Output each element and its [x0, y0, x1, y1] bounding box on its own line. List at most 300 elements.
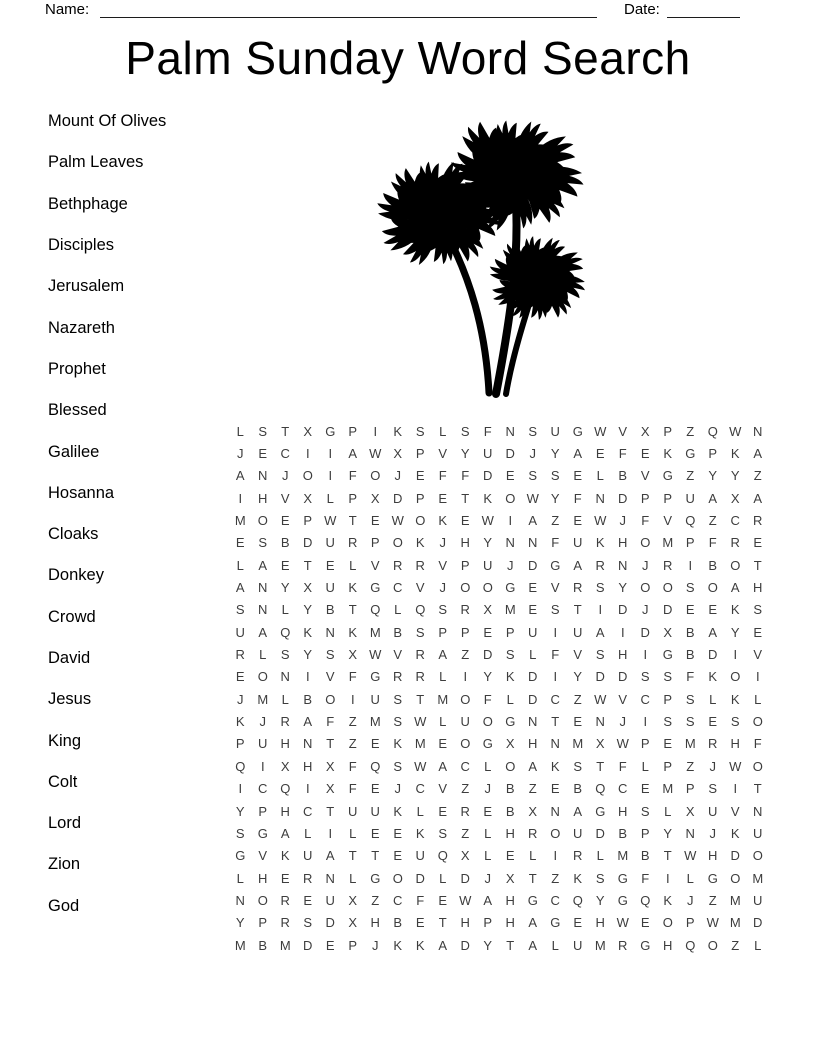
grid-cell[interactable]: D — [595, 669, 605, 685]
grid-cell[interactable]: L — [349, 557, 357, 573]
grid-cell[interactable]: Q — [370, 758, 381, 774]
grid-cell[interactable]: T — [348, 602, 357, 618]
grid-cell[interactable]: Z — [708, 892, 717, 908]
grid-cell[interactable]: B — [505, 803, 515, 819]
grid-cell[interactable]: P — [663, 758, 673, 774]
grid-cell[interactable]: S — [595, 647, 605, 663]
grid-cell[interactable]: O — [730, 870, 741, 886]
grid-cell[interactable]: Y — [663, 825, 673, 841]
grid-cell[interactable]: U — [573, 825, 583, 841]
grid-cell[interactable]: I — [643, 714, 648, 730]
grid-cell[interactable]: Z — [551, 513, 560, 529]
grid-cell[interactable]: W — [459, 892, 472, 908]
grid-cell[interactable]: Y — [573, 669, 583, 685]
grid-cell[interactable]: B — [573, 781, 583, 797]
grid-cell[interactable]: E — [505, 848, 515, 864]
grid-cell[interactable]: Z — [461, 825, 470, 841]
grid-cell[interactable]: S — [708, 781, 718, 797]
grid-cell[interactable]: B — [393, 624, 403, 640]
grid-cell[interactable]: O — [730, 669, 741, 685]
grid-cell[interactable]: A — [708, 490, 718, 506]
grid-cell[interactable]: O — [257, 892, 268, 908]
grid-cell[interactable]: F — [708, 535, 717, 551]
grid-cell[interactable]: K — [730, 825, 740, 841]
grid-cell[interactable]: P — [258, 915, 268, 931]
grid-cell[interactable]: E — [438, 803, 448, 819]
grid-cell[interactable]: X — [505, 870, 515, 886]
grid-cell[interactable]: L — [326, 490, 334, 506]
grid-cell[interactable]: O — [392, 870, 403, 886]
grid-cell[interactable]: U — [348, 803, 358, 819]
grid-cell[interactable]: S — [258, 535, 268, 551]
grid-cell[interactable]: L — [416, 803, 424, 819]
grid-cell[interactable]: K — [663, 892, 673, 908]
grid-cell[interactable]: Y — [730, 468, 740, 484]
grid-cell[interactable]: E — [280, 513, 290, 529]
grid-cell[interactable]: L — [439, 870, 447, 886]
grid-cell[interactable]: G — [550, 557, 561, 573]
grid-cell[interactable]: R — [753, 513, 763, 529]
grid-cell[interactable]: V — [663, 513, 673, 529]
grid-cell[interactable]: Z — [461, 781, 470, 797]
grid-cell[interactable]: D — [708, 647, 718, 663]
grid-cell[interactable]: J — [439, 580, 446, 596]
grid-cell[interactable]: E — [325, 557, 335, 573]
grid-cell[interactable]: R — [573, 848, 583, 864]
grid-cell[interactable]: Y — [550, 490, 560, 506]
grid-cell[interactable]: S — [415, 624, 425, 640]
grid-cell[interactable]: X — [393, 446, 403, 462]
grid-cell[interactable]: I — [508, 513, 513, 529]
grid-cell[interactable]: B — [618, 468, 628, 484]
grid-cell[interactable]: J — [484, 870, 491, 886]
grid-cell[interactable]: P — [483, 915, 493, 931]
grid-cell[interactable]: B — [640, 848, 650, 864]
grid-cell[interactable]: L — [506, 691, 514, 707]
grid-cell[interactable]: M — [752, 870, 764, 886]
grid-cell[interactable]: D — [393, 490, 403, 506]
grid-cell[interactable]: N — [753, 803, 763, 819]
grid-cell[interactable]: V — [325, 669, 335, 685]
grid-cell[interactable]: H — [258, 870, 268, 886]
grid-cell[interactable]: K — [505, 669, 515, 685]
grid-cell[interactable]: O — [707, 580, 718, 596]
grid-cell[interactable]: S — [438, 602, 448, 618]
grid-cell[interactable]: I — [305, 446, 310, 462]
grid-cell[interactable]: N — [258, 468, 268, 484]
grid-cell[interactable]: S — [415, 423, 425, 439]
grid-cell[interactable]: R — [348, 535, 358, 551]
grid-cell[interactable]: M — [729, 892, 741, 908]
grid-cell[interactable]: E — [685, 602, 695, 618]
grid-cell[interactable]: Z — [371, 892, 380, 908]
grid-cell[interactable]: D — [483, 468, 493, 484]
grid-cell[interactable]: P — [640, 736, 650, 752]
grid-cell[interactable]: T — [438, 915, 447, 931]
grid-cell[interactable]: O — [482, 580, 493, 596]
grid-cell[interactable]: L — [236, 870, 244, 886]
grid-cell[interactable]: A — [348, 446, 358, 462]
grid-cell[interactable]: X — [663, 624, 673, 640]
grid-cell[interactable]: E — [640, 446, 650, 462]
grid-cell[interactable]: O — [662, 915, 673, 931]
grid-cell[interactable]: B — [685, 647, 695, 663]
grid-cell[interactable]: Z — [573, 691, 582, 707]
grid-cell[interactable]: C — [730, 513, 740, 529]
grid-cell[interactable]: S — [325, 647, 335, 663]
grid-cell[interactable]: Y — [708, 468, 718, 484]
grid-cell[interactable]: S — [235, 602, 245, 618]
grid-cell[interactable]: Y — [483, 535, 493, 551]
grid-cell[interactable]: M — [662, 535, 674, 551]
grid-cell[interactable]: W — [594, 423, 607, 439]
grid-cell[interactable]: J — [259, 714, 266, 730]
grid-cell[interactable]: A — [438, 647, 448, 663]
grid-cell[interactable]: Q — [370, 602, 381, 618]
grid-cell[interactable]: S — [753, 602, 763, 618]
grid-cell[interactable]: Q — [280, 781, 291, 797]
grid-cell[interactable]: U — [235, 624, 245, 640]
grid-cell[interactable]: Y — [460, 446, 470, 462]
grid-cell[interactable]: W — [594, 513, 607, 529]
grid-cell[interactable]: A — [303, 714, 313, 730]
grid-cell[interactable]: Z — [753, 468, 762, 484]
grid-cell[interactable]: Z — [708, 513, 717, 529]
grid-cell[interactable]: E — [325, 937, 335, 953]
grid-cell[interactable]: S — [258, 423, 268, 439]
grid-cell[interactable]: S — [280, 647, 290, 663]
grid-cell[interactable]: D — [460, 937, 470, 953]
grid-cell[interactable]: I — [350, 691, 355, 707]
grid-cell[interactable]: H — [505, 915, 515, 931]
grid-cell[interactable]: O — [640, 580, 651, 596]
grid-cell[interactable]: Y — [303, 602, 313, 618]
grid-cell[interactable]: A — [573, 803, 583, 819]
grid-cell[interactable]: H — [460, 915, 470, 931]
grid-cell[interactable]: P — [438, 624, 448, 640]
grid-cell[interactable]: M — [572, 736, 584, 752]
grid-cell[interactable]: W — [324, 513, 337, 529]
grid-cell[interactable]: T — [371, 848, 380, 864]
grid-cell[interactable]: I — [328, 446, 333, 462]
grid-cell[interactable]: A — [235, 580, 245, 596]
grid-cell[interactable]: P — [348, 490, 358, 506]
grid-cell[interactable]: V — [573, 647, 583, 663]
grid-cell[interactable]: H — [370, 915, 380, 931]
grid-cell[interactable]: J — [394, 468, 401, 484]
grid-cell[interactable]: X — [370, 490, 380, 506]
grid-cell[interactable]: J — [642, 557, 649, 573]
grid-cell[interactable]: C — [640, 691, 650, 707]
grid-cell[interactable]: H — [258, 490, 268, 506]
grid-cell[interactable]: V — [730, 803, 740, 819]
grid-cell[interactable]: N — [528, 535, 538, 551]
grid-cell[interactable]: A — [528, 937, 538, 953]
grid-cell[interactable]: I — [463, 669, 468, 685]
grid-cell[interactable]: X — [685, 803, 695, 819]
grid-cell[interactable]: L — [281, 602, 289, 618]
grid-cell[interactable]: E — [280, 870, 290, 886]
grid-cell[interactable]: I — [305, 669, 310, 685]
grid-cell[interactable]: N — [505, 423, 515, 439]
grid-cell[interactable]: B — [325, 602, 335, 618]
grid-cell[interactable]: R — [415, 557, 425, 573]
grid-cell[interactable]: S — [663, 714, 673, 730]
grid-cell[interactable]: O — [302, 468, 313, 484]
grid-cell[interactable]: M — [662, 781, 674, 797]
grid-cell[interactable]: E — [640, 915, 650, 931]
grid-cell[interactable]: U — [573, 937, 583, 953]
grid-cell[interactable]: L — [394, 602, 402, 618]
grid-cell[interactable]: G — [707, 870, 718, 886]
grid-cell[interactable]: D — [528, 691, 538, 707]
grid-cell[interactable]: L — [349, 825, 357, 841]
grid-cell[interactable]: R — [528, 825, 538, 841]
grid-cell[interactable]: P — [663, 490, 673, 506]
grid-cell[interactable]: S — [573, 758, 583, 774]
grid-cell[interactable]: J — [619, 714, 626, 730]
grid-cell[interactable]: O — [752, 758, 763, 774]
grid-cell[interactable]: S — [235, 825, 245, 841]
grid-cell[interactable]: R — [595, 557, 605, 573]
grid-cell[interactable]: O — [415, 513, 426, 529]
grid-cell[interactable]: R — [393, 557, 403, 573]
grid-cell[interactable]: F — [348, 468, 357, 484]
grid-cell[interactable]: G — [235, 848, 246, 864]
grid-cell[interactable]: X — [640, 423, 650, 439]
grid-cell[interactable]: F — [641, 870, 650, 886]
grid-cell[interactable]: N — [595, 714, 605, 730]
grid-cell[interactable]: R — [730, 535, 740, 551]
grid-cell[interactable]: F — [641, 513, 650, 529]
grid-cell[interactable]: U — [460, 714, 470, 730]
grid-cell[interactable]: S — [730, 714, 740, 730]
grid-cell[interactable]: H — [595, 915, 605, 931]
grid-cell[interactable]: P — [303, 513, 313, 529]
grid-cell[interactable]: K — [393, 803, 403, 819]
grid-cell[interactable]: G — [370, 870, 381, 886]
grid-cell[interactable]: Y — [235, 915, 245, 931]
grid-cell[interactable]: D — [505, 446, 515, 462]
grid-cell[interactable]: G — [505, 714, 516, 730]
grid-cell[interactable]: S — [640, 803, 650, 819]
grid-cell[interactable]: L — [641, 758, 649, 774]
grid-cell[interactable]: B — [258, 937, 268, 953]
grid-cell[interactable]: O — [460, 736, 471, 752]
grid-cell[interactable]: P — [685, 781, 695, 797]
grid-cell[interactable]: L — [664, 803, 672, 819]
grid-cell[interactable]: Y — [550, 446, 560, 462]
grid-cell[interactable]: L — [484, 848, 492, 864]
grid-cell[interactable]: M — [369, 714, 381, 730]
grid-cell[interactable]: D — [460, 870, 470, 886]
grid-cell[interactable]: H — [280, 803, 290, 819]
grid-cell[interactable]: T — [348, 513, 357, 529]
grid-cell[interactable]: H — [528, 736, 538, 752]
grid-cell[interactable]: W — [369, 446, 382, 462]
grid-cell[interactable]: F — [618, 446, 627, 462]
grid-cell[interactable]: W — [594, 691, 607, 707]
grid-cell[interactable]: Z — [551, 870, 560, 886]
grid-cell[interactable]: F — [416, 892, 425, 908]
grid-cell[interactable]: M — [684, 736, 696, 752]
grid-cell[interactable]: H — [753, 580, 763, 596]
grid-cell[interactable]: L — [439, 714, 447, 730]
grid-cell[interactable]: S — [505, 647, 515, 663]
grid-cell[interactable]: O — [482, 714, 493, 730]
grid-cell[interactable]: N — [550, 803, 560, 819]
grid-cell[interactable]: I — [238, 490, 243, 506]
grid-cell[interactable]: Y — [483, 937, 493, 953]
grid-cell[interactable]: N — [528, 714, 538, 730]
grid-cell[interactable]: D — [663, 602, 673, 618]
grid-cell[interactable]: O — [752, 848, 763, 864]
grid-cell[interactable]: N — [618, 557, 628, 573]
grid-cell[interactable]: G — [370, 580, 381, 596]
grid-cell[interactable]: D — [483, 647, 493, 663]
grid-cell[interactable]: B — [505, 781, 515, 797]
grid-cell[interactable]: I — [553, 669, 558, 685]
grid-cell[interactable]: G — [595, 803, 606, 819]
grid-cell[interactable]: O — [392, 535, 403, 551]
grid-cell[interactable]: I — [665, 870, 670, 886]
grid-cell[interactable]: A — [528, 758, 538, 774]
grid-cell[interactable]: H — [303, 758, 313, 774]
grid-cell[interactable]: P — [415, 490, 425, 506]
grid-cell[interactable]: M — [504, 602, 516, 618]
grid-cell[interactable]: A — [730, 580, 740, 596]
grid-cell[interactable]: F — [348, 669, 357, 685]
grid-cell[interactable]: M — [594, 937, 606, 953]
grid-cell[interactable]: U — [708, 803, 718, 819]
grid-cell[interactable]: A — [483, 892, 493, 908]
grid-cell[interactable]: A — [753, 446, 763, 462]
grid-cell[interactable]: I — [733, 647, 738, 663]
grid-cell[interactable]: T — [506, 937, 515, 953]
grid-cell[interactable]: W — [369, 647, 382, 663]
grid-cell[interactable]: M — [414, 736, 426, 752]
grid-cell[interactable]: S — [393, 714, 403, 730]
grid-cell[interactable]: Y — [618, 580, 628, 596]
grid-cell[interactable]: W — [684, 848, 697, 864]
grid-cell[interactable]: F — [438, 468, 447, 484]
grid-cell[interactable]: W — [706, 915, 719, 931]
grid-cell[interactable]: K — [280, 848, 290, 864]
grid-cell[interactable]: R — [663, 557, 673, 573]
grid-cell[interactable]: E — [595, 446, 605, 462]
grid-cell[interactable]: M — [279, 937, 291, 953]
grid-cell[interactable]: S — [393, 758, 403, 774]
grid-cell[interactable]: J — [372, 937, 379, 953]
grid-cell[interactable]: B — [393, 915, 403, 931]
grid-cell[interactable]: T — [326, 803, 335, 819]
grid-cell[interactable]: A — [753, 490, 763, 506]
grid-cell[interactable]: W — [481, 513, 494, 529]
grid-cell[interactable]: E — [438, 736, 448, 752]
grid-cell[interactable]: J — [529, 446, 536, 462]
grid-cell[interactable]: A — [528, 513, 538, 529]
grid-cell[interactable]: N — [280, 669, 290, 685]
grid-cell[interactable]: F — [483, 691, 492, 707]
grid-cell[interactable]: G — [550, 915, 561, 931]
grid-cell[interactable]: E — [550, 781, 560, 797]
grid-cell[interactable]: G — [527, 892, 538, 908]
grid-cell[interactable]: E — [528, 580, 538, 596]
grid-cell[interactable]: F — [551, 647, 560, 663]
grid-cell[interactable]: K — [348, 624, 358, 640]
grid-cell[interactable]: B — [303, 691, 313, 707]
grid-cell[interactable]: X — [303, 580, 313, 596]
grid-cell[interactable]: L — [439, 669, 447, 685]
grid-cell[interactable]: K — [708, 669, 718, 685]
grid-cell[interactable]: R — [393, 669, 403, 685]
grid-cell[interactable]: K — [550, 758, 560, 774]
grid-cell[interactable]: J — [439, 535, 446, 551]
grid-cell[interactable]: Y — [730, 624, 740, 640]
grid-cell[interactable]: N — [258, 580, 268, 596]
grid-cell[interactable]: T — [663, 848, 672, 864]
grid-cell[interactable]: P — [415, 446, 425, 462]
grid-cell[interactable]: V — [415, 580, 425, 596]
grid-cell[interactable]: K — [730, 602, 740, 618]
grid-cell[interactable]: P — [685, 535, 695, 551]
grid-cell[interactable]: H — [618, 803, 628, 819]
grid-cell[interactable]: M — [257, 691, 269, 707]
grid-cell[interactable]: E — [280, 557, 290, 573]
grid-cell[interactable]: R — [460, 803, 470, 819]
grid-cell[interactable]: O — [325, 691, 336, 707]
grid-cell[interactable]: P — [663, 423, 673, 439]
grid-cell[interactable]: X — [280, 758, 290, 774]
grid-cell[interactable]: D — [640, 624, 650, 640]
grid-cell[interactable]: G — [662, 647, 673, 663]
grid-cell[interactable]: A — [573, 446, 583, 462]
grid-cell[interactable]: I — [733, 781, 738, 797]
grid-cell[interactable]: U — [370, 803, 380, 819]
grid-cell[interactable]: X — [595, 736, 605, 752]
grid-cell[interactable]: D — [618, 602, 628, 618]
grid-cell[interactable]: V — [438, 557, 448, 573]
grid-cell[interactable]: E — [573, 915, 583, 931]
grid-cell[interactable]: L — [529, 647, 537, 663]
grid-cell[interactable]: U — [550, 423, 560, 439]
grid-cell[interactable]: S — [640, 669, 650, 685]
grid-cell[interactable]: T — [551, 714, 560, 730]
grid-cell[interactable]: S — [550, 602, 560, 618]
grid-cell[interactable]: H — [460, 535, 470, 551]
grid-cell[interactable]: O — [662, 580, 673, 596]
grid-cell[interactable]: K — [415, 825, 425, 841]
grid-cell[interactable]: S — [438, 825, 448, 841]
grid-cell[interactable]: Y — [303, 647, 313, 663]
grid-cell[interactable]: W — [729, 758, 742, 774]
grid-cell[interactable]: H — [280, 736, 290, 752]
grid-cell[interactable]: M — [617, 848, 629, 864]
grid-cell[interactable]: D — [325, 915, 335, 931]
grid-cell[interactable]: L — [349, 870, 357, 886]
grid-cell[interactable]: Z — [731, 937, 740, 953]
grid-cell[interactable]: I — [328, 825, 333, 841]
grid-cell[interactable]: O — [730, 557, 741, 573]
grid-cell[interactable]: E — [708, 602, 718, 618]
grid-cell[interactable]: G — [617, 870, 628, 886]
grid-cell[interactable]: Y — [235, 803, 245, 819]
grid-cell[interactable]: E — [370, 781, 380, 797]
grid-cell[interactable]: J — [484, 781, 491, 797]
grid-cell[interactable]: U — [370, 691, 380, 707]
grid-cell[interactable]: C — [415, 781, 425, 797]
grid-cell[interactable]: A — [708, 624, 718, 640]
